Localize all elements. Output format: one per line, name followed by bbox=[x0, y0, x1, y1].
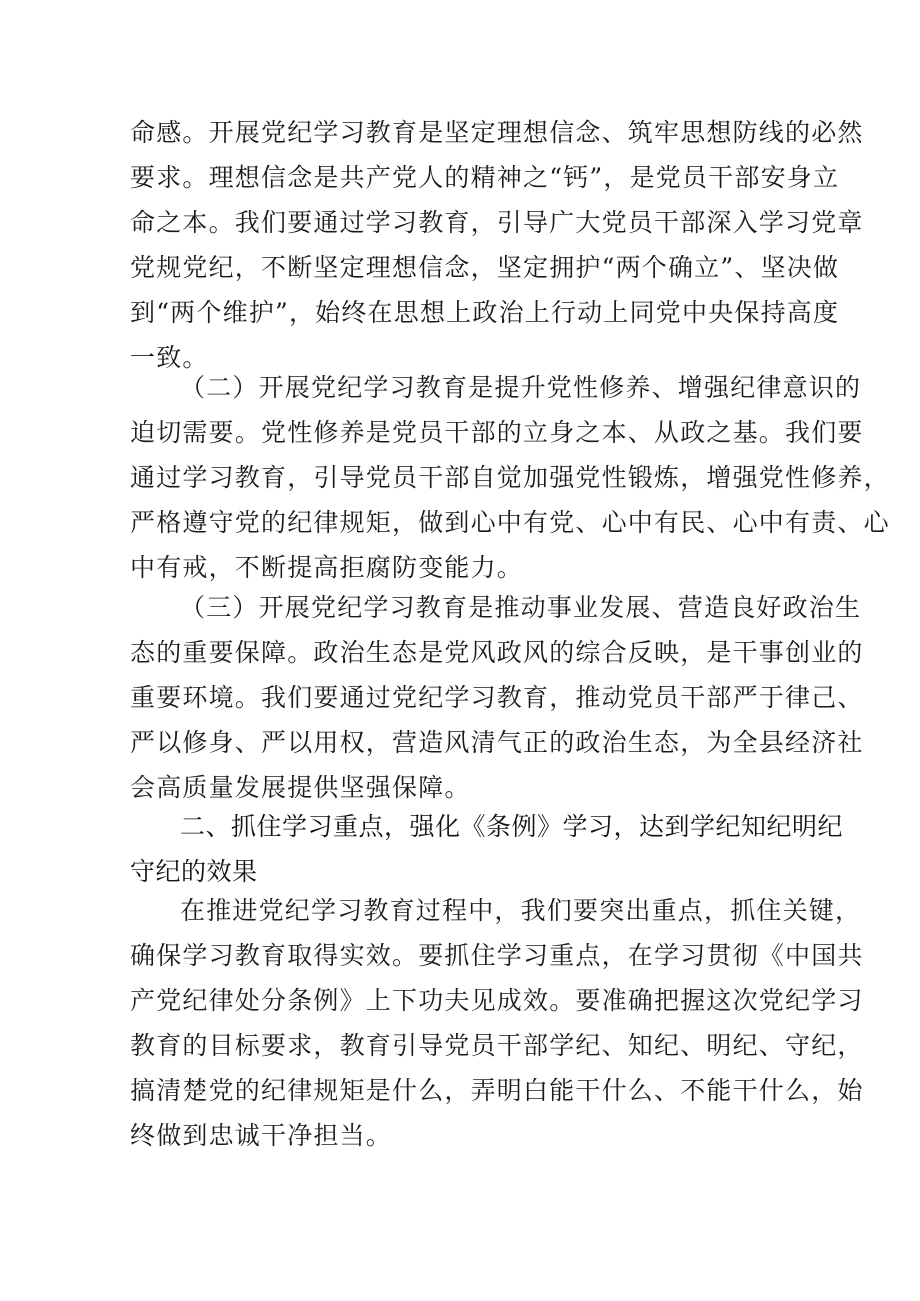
paragraph-line: 教育的目标要求，教育引导党员干部学纪、知纪、明纪、守纪， bbox=[130, 1031, 864, 1060]
paragraph-1 bbox=[130, 110, 864, 380]
paragraph-line: （二）开展党纪学习教育是提升党性修养、增强纪律意识的 bbox=[180, 373, 862, 402]
paragraph-line: 确保学习教育取得实效。要抓住学习重点，在学习贯彻《中国共 bbox=[130, 941, 864, 970]
heading-line: 守纪的效果 bbox=[130, 857, 258, 886]
paragraph-line: （三）开展党纪学习教育是推动事业发展、营造良好政治生 bbox=[180, 593, 862, 622]
paragraph-line: 命之本。我们要通过学习教育，引导广大党员干部深入学习党章 bbox=[130, 208, 864, 237]
paragraph-line: 重要环境。我们要通过党纪学习教育，推动党员干部严于律己、 bbox=[130, 683, 864, 712]
paragraph-line: 党规党纪，不断坚定理想信念，坚定拥护“两个确立”、坚决做 bbox=[130, 253, 840, 282]
paragraph-line: 终做到忠诚干净担当。 bbox=[130, 1121, 393, 1150]
paragraph-2 bbox=[130, 365, 890, 590]
paragraph-line: 命感。开展党纪学习教育是坚定理想信念、筑牢思想防线的必然 bbox=[130, 118, 864, 147]
paragraph-line: 中有戒，不断提高拒腐防变能力。 bbox=[130, 553, 524, 582]
paragraph-line: 迫切需要。党性修养是党员干部的立身之本、从政之基。我们要 bbox=[130, 418, 864, 447]
heading-line: 二、抓住学习重点，强化《条例》学习，达到学纪知纪明纪 bbox=[180, 812, 844, 841]
paragraph-line: 会高质量发展提供坚强保障。 bbox=[130, 773, 471, 802]
paragraph-3 bbox=[130, 585, 864, 810]
section-heading bbox=[130, 804, 844, 894]
paragraph-line: 搞清楚党的纪律规矩是什么，弄明白能干什么、不能干什么，始 bbox=[130, 1076, 864, 1105]
paragraph-line: 通过学习教育，引导党员干部自觉加强党性锻炼，增强党性修养， bbox=[130, 463, 890, 492]
paragraph-4 bbox=[130, 888, 864, 1158]
paragraph-line: 产党纪律处分条例》上下功夫见成效。要准确把握这次党纪学习 bbox=[130, 986, 864, 1015]
paragraph-line: 要求。理想信念是共产党人的精神之“钙”，是党员干部安身立 bbox=[130, 163, 840, 192]
paragraph-line: 严格遵守党的纪律规矩，做到心中有党、心中有民、心中有责、心 bbox=[130, 508, 890, 537]
paragraph-line: 到“两个维护”，始终在思想上政治上行动上同党中央保持高度 bbox=[130, 298, 840, 327]
paragraph-line: 在推进党纪学习教育过程中，我们要突出重点，抓住关键， bbox=[180, 896, 862, 925]
paragraph-line: 一致。 bbox=[130, 343, 209, 372]
paragraph-line: 严以修身、严以用权，营造风清气正的政治生态，为全县经济社 bbox=[130, 728, 864, 757]
paragraph-line: 态的重要保障。政治生态是党风政风的综合反映，是干事创业的 bbox=[130, 638, 864, 667]
